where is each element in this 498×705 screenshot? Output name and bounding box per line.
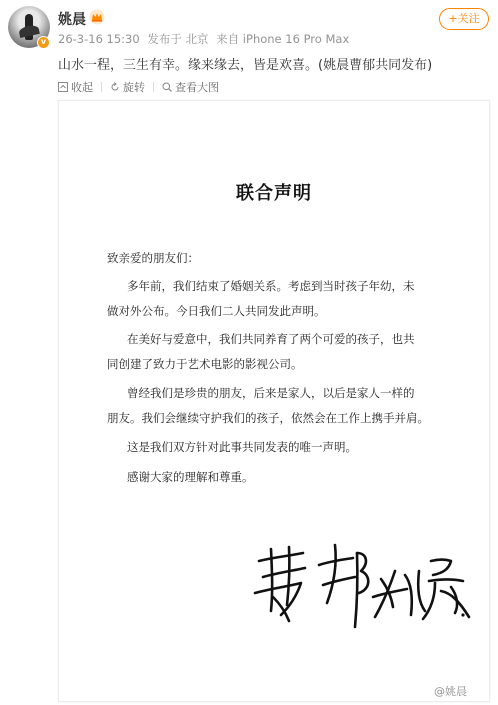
statement-title: 联合声明 — [236, 183, 312, 204]
rotate-icon — [110, 82, 120, 92]
view-large-button[interactable] — [162, 79, 219, 95]
rotate-label: 旋转 — [123, 81, 145, 94]
post-meta — [58, 31, 353, 47]
follow-button[interactable]: +关注 — [439, 8, 489, 30]
statement-line: 这是我们双方针对此事共同发表的唯一声明。 — [127, 440, 357, 454]
statement-line: 多年前，我们结束了婚姻关系。考虑到当时孩子年幼，未 — [127, 279, 415, 293]
divider — [101, 82, 102, 92]
zoom-icon — [162, 82, 172, 92]
post-text: 山水一程，三生有幸。缘来缘去，皆是欢喜。(姚晨曹郁共同发布) — [58, 58, 433, 73]
statement-greeting: 致亲爱的朋友们： — [107, 251, 199, 265]
verified-badge-icon: v — [37, 36, 50, 49]
post-location: 发布于 北京 — [147, 32, 209, 46]
statement-line: 同创建了致力于艺术电影的影视公司。 — [107, 357, 303, 371]
username[interactable]: 姚晨 — [58, 12, 86, 28]
rotate-button[interactable] — [110, 79, 145, 95]
avatar-figure-dress — [18, 24, 40, 38]
view-large-label: 查看大图 — [175, 81, 219, 94]
divider — [153, 82, 154, 92]
collapse-icon — [58, 82, 68, 92]
statement-line: 感谢大家的理解和尊重。 — [127, 470, 254, 484]
handwritten-signature — [245, 531, 475, 631]
collapse-label: 收起 — [71, 81, 93, 94]
statement-image[interactable] — [58, 100, 490, 702]
collapse-button[interactable] — [58, 79, 93, 95]
statement-line: 在美好与爱意中，我们共同养育了两个可爱的孩子，也共 — [127, 332, 415, 346]
statement-line: 朋友。我们会继续守护我们的孩子，依然会在工作上携手并肩。 — [107, 411, 429, 425]
image-actions — [58, 79, 227, 95]
watermark: @姚晨 — [434, 685, 467, 698]
post-date: 26-3-16 15:30 — [58, 32, 140, 46]
statement-line: 曾经我们是珍贵的朋友，后来是家人，以后是家人一样的 — [127, 386, 415, 400]
statement-line: 做对外公布。今日我们二人共同发此声明。 — [107, 304, 326, 318]
crown-icon — [89, 9, 105, 25]
post-device: 来自 iPhone 16 Pro Max — [216, 32, 350, 46]
